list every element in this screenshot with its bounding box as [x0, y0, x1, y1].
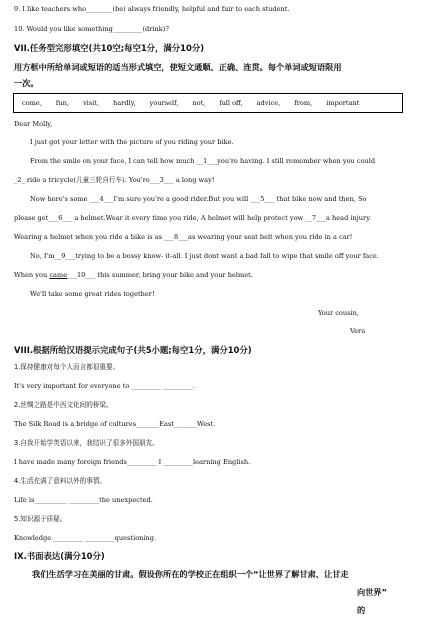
word-bank-item: come, [22, 99, 42, 107]
word-bank-item: important [326, 99, 360, 107]
letter-closing: Your cousin, [318, 309, 359, 317]
sentence-4-english: Life is__________ _________the unexpected. [14, 496, 153, 504]
sentence-2-chinese: 2.丝绸之路是中西文化间的桥梁。 [14, 401, 113, 409]
word-bank-item: from, [294, 99, 313, 107]
letter-paragraph-3-line-2: please get___6___ a helmet.Wear it every time you ride, A helmet will help protect yow __7___a head injury. [14, 214, 372, 222]
section-9-heading: IX.书面表达(满分10分) [14, 551, 105, 561]
sentence-4-chinese: 4.生活充满了意料以外的事情。 [14, 477, 107, 485]
word-bank-item: visit, [82, 99, 100, 107]
writing-prompt-line-1: 我们生活学习在美丽的甘肃。假设你所在的学校正在组织一个“让世界了解甘肃、让甘走 [32, 569, 349, 579]
sentence-3-chinese: 3.自我开始学英语以来，我结识了很多外国朋友。 [14, 439, 159, 447]
letter-paragraph-1: I just got your letter with the picture of you riding your bike. [30, 138, 234, 146]
question-10: 10. Would you like something_________(drink)? [14, 25, 169, 33]
section-7-instruction-line-1: 用方框中所给单词或短语的适当形式填空，使短文通顺、正确、连贯。每个单词或短语限用 [14, 62, 342, 72]
sentence-2-english: The Silk Road is a bridge of cultures_______East_______West. [14, 420, 216, 428]
sentence-1-chinese: 1.保持健康对每个人而言都很重要。 [14, 363, 120, 371]
letter-paragraph-2-line-1: From the smile on your face, I can tell how much __1___you're having. I still remember when you could [30, 157, 376, 165]
word-bank-item: advice, [256, 99, 281, 107]
letter-paragraph-5: We'll take some great rides together! [30, 290, 155, 298]
letter-paragraph-2-line-2: _2_ ride a tricycle(儿童三轮自行车). You're___3___ a long way! [14, 176, 215, 184]
section-7-heading: VII.任务型完形填空(共10空;每空1分，满分10分) [14, 43, 205, 53]
letter-paragraph-3-line-3: Wearing a helmet when you ride a bike is as ___8___as wearing your seat belt when you ride in a car! [14, 233, 353, 241]
word-bank-box [13, 93, 403, 113]
section-7-instruction-line-2: 一次。 [14, 78, 39, 88]
section-8-heading: VIII.根据所给汉语提示完成句子(共5小题;每空1分，满分10分) [14, 345, 252, 355]
sentence-5-english: Knowledge _________ _________questioning. [14, 534, 157, 542]
word-bank-item: yourself, [149, 99, 179, 107]
letter-paragraph-4-line-2 [14, 271, 253, 280]
question-9: 9. I like teachers who________(be) always friendly, helpful and fair to each student. [14, 5, 290, 13]
letter-text: ___10___ this summer, bring your bike and your helmet. [67, 271, 253, 279]
word-bank-item: fall off, [219, 99, 243, 107]
sentence-3-english: I have made many foreign friends_________ I _________learning English. [14, 458, 251, 466]
sentence-1-english: It's very important for everyone to _________ _________. [14, 382, 195, 390]
word-bank-item: fun, [55, 99, 69, 107]
underlined-word: came [49, 271, 68, 279]
writing-prompt-line-3: 的 [357, 605, 366, 615]
sentence-5-chinese: 5.知识源于质疑。 [14, 515, 67, 523]
word-bank-item: hardly, [113, 99, 136, 107]
letter-text: When you [14, 271, 50, 279]
letter-paragraph-4-line-1: No, I'm__9___trying to be a bossy know- it-all. I just dont want a bad fall to wipe that smile off your face. [30, 252, 379, 260]
writing-prompt-line-2: 向世界” [357, 587, 387, 597]
letter-signature: Vera [350, 327, 366, 335]
letter-paragraph-3-line-1: Now here's some ___4___I'm sure you're a good rider.But you will ___5___ that bike now and then, So [30, 195, 367, 203]
letter-greeting: Dear Molly, [14, 120, 53, 128]
word-bank-item: not, [192, 99, 206, 107]
